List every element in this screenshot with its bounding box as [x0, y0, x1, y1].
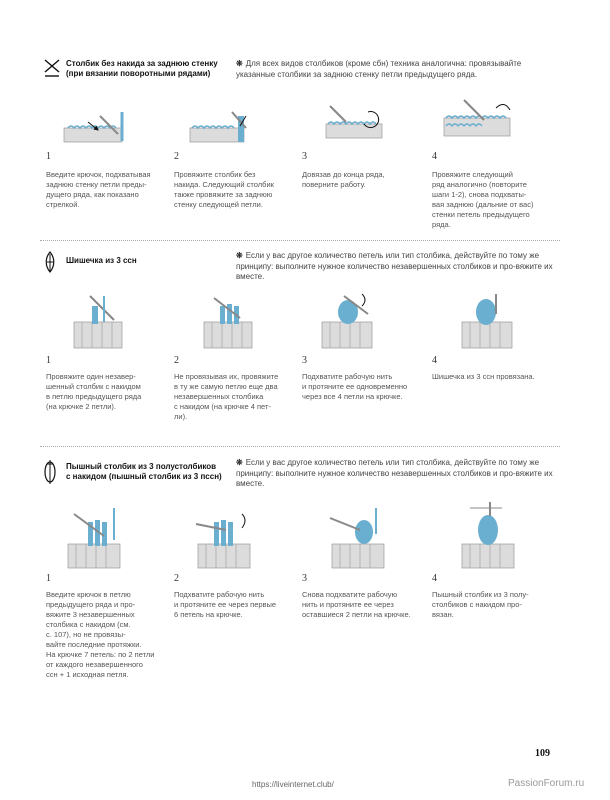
step-caption: Подхватите рабочую нить и протяните ее через первые 6 петель на крючке. — [174, 590, 277, 619]
step-caption: Подхватите рабочую нить и протяните ее одновременно через все 4 петли на крючке. — [302, 372, 408, 401]
step-number: 3 — [302, 573, 307, 584]
step-number: 2 — [174, 355, 179, 366]
puff-stitch-symbol-icon — [43, 458, 57, 486]
step-illustration — [70, 292, 130, 352]
step-number: 4 — [432, 355, 437, 366]
step-number: 2 — [174, 151, 179, 162]
section-note: ❊ Для всех видов столбиков (кроме сбн) техника аналогична: провязывайте указанные столбики за заднюю стенку петли предыдущего ряда. — [236, 59, 522, 79]
step-caption: Введите крючок в петлю предыдущего ряда и про- вяжите 3 незавершенных столбика с накидом (см. с. 107), но не провязы- вайте последние протяжки. На крючке 7 петель: по 2 петли от каждого незавершенного ссн + 1 исходная петля. — [46, 590, 155, 679]
step-caption: Пышный столбик из 3 полу- столбиков с накидом про- вязан. — [432, 590, 529, 619]
section-divider — [40, 446, 560, 447]
step-illustration — [440, 96, 525, 146]
step-illustration — [326, 504, 396, 572]
watermark: PassionForum.ru — [508, 778, 585, 789]
step-number: 3 — [302, 355, 307, 366]
step-caption: Введите крючок, подхватывая заднюю стенку петли преды- дущего ряда, как показано стрелкой. — [46, 170, 151, 209]
step-number: 1 — [46, 573, 51, 584]
asterisk-icon: ❊ — [236, 458, 243, 467]
step-caption: Довязав до конца ряда, поверните работу. — [302, 170, 385, 189]
step-caption: Шишечка из 3 ссн провязана. — [432, 372, 535, 381]
step-illustration — [320, 102, 390, 147]
step-illustration — [192, 504, 262, 572]
step-number: 4 — [432, 151, 437, 162]
section-title: Столбик без накида за заднюю стенку (при вязании поворотными рядами) — [66, 59, 218, 78]
step-number: 2 — [174, 573, 179, 584]
footer-url[interactable]: https://liveinternet.club/ — [252, 780, 334, 789]
step-number: 4 — [432, 573, 437, 584]
step-number: 1 — [46, 355, 51, 366]
page-number: 109 — [535, 748, 550, 759]
section-note: ❊ Если у вас другое количество петель или тип столбика, действуйте по тому же принципу: выполните нужное количество незавершенных столбиков и про-вяжите их вместе. — [236, 251, 553, 281]
section-title: Пышный столбик из 3 полустолбиков с накидом (пышный столбик из 3 пссн) — [66, 462, 222, 481]
step-illustration — [318, 290, 378, 352]
asterisk-icon: ❊ — [236, 59, 243, 68]
step-caption: Провяжите один незавер- шенный столбик с накидом в петлю предыдущего ряда (на крючке 2 петли). — [46, 372, 142, 411]
section-divider — [40, 240, 560, 241]
asterisk-icon: ❊ — [236, 251, 243, 260]
step-number: 1 — [46, 151, 51, 162]
step-illustration — [458, 290, 518, 352]
section-note: ❊ Если у вас другое количество петель или тип столбика, действуйте по тому же принципу: выполните нужное количество незавершенных столбиков и про-вяжите их вместе. — [236, 458, 553, 488]
back-loop-symbol-icon — [43, 58, 61, 78]
step-caption: Провяжите столбик без накида. Следующий столбик также провяжите за заднюю стенку следующей петли. — [174, 170, 274, 209]
section-title: Шишечка из 3 ссн — [66, 256, 137, 265]
step-illustration — [60, 108, 130, 153]
step-illustration — [200, 292, 260, 352]
step-caption: Провяжите следующий ряд аналогично (повторите шаги 1-2), снова подхваты- вая заднюю (дальние от вас) стенки петель предыдущего ряда. — [432, 170, 534, 229]
step-illustration — [186, 108, 256, 153]
step-caption: Снова подхватите рабочую нить и протяните ее через оставшиеся 2 петли на крючке. — [302, 590, 411, 619]
step-caption: Не провязывая их, провяжите в ту же самую петлю еще два незавершенных столбика с накидом (на крючке 4 пет- ли). — [174, 372, 279, 421]
step-illustration — [456, 498, 526, 572]
bobble-symbol-icon — [43, 250, 57, 274]
step-illustration — [62, 504, 132, 572]
step-number: 3 — [302, 151, 307, 162]
